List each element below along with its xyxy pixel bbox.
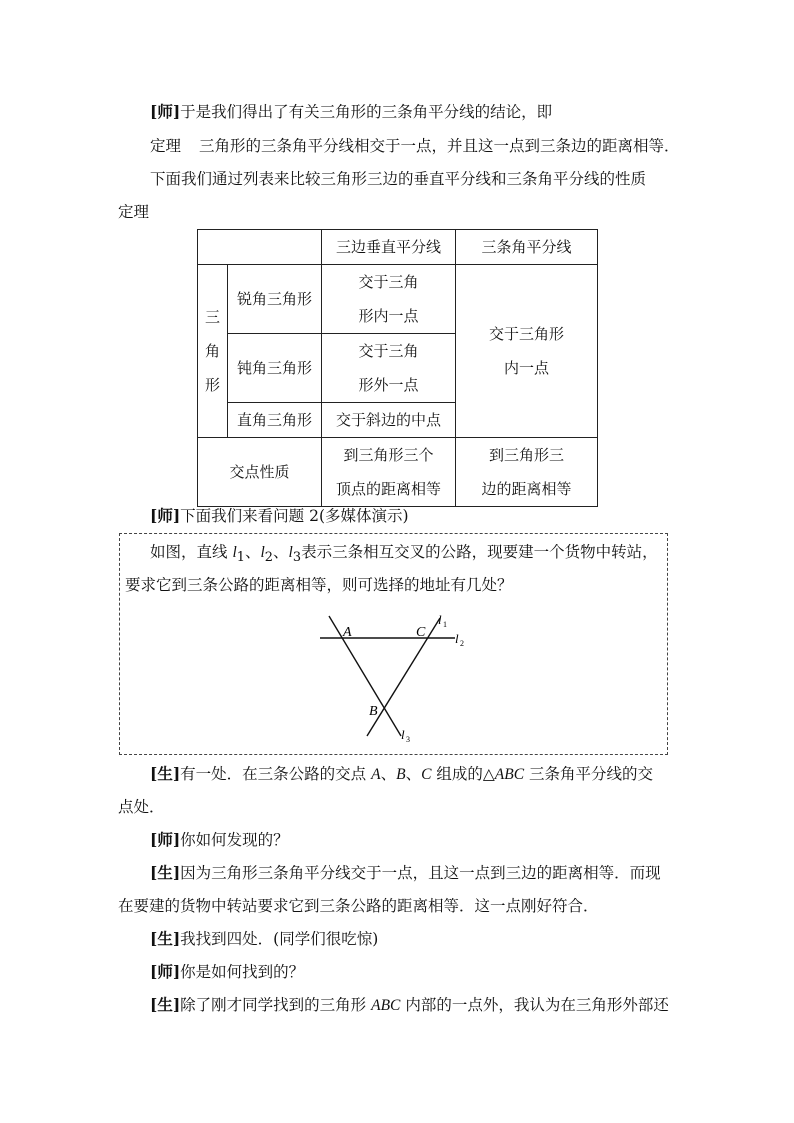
perp-cell-line: 交于三角 xyxy=(358,342,419,360)
property-label: 交点性质 xyxy=(198,438,322,507)
line-l1 xyxy=(367,618,440,736)
table-header-row xyxy=(198,230,598,265)
var-A: A xyxy=(371,766,381,783)
compare-text: 下面我们通过列表来比较三角形三边的垂直平分线和三条角平分线的性质 xyxy=(150,170,647,188)
teacher-tag: [师] xyxy=(150,506,181,525)
dialogue-line xyxy=(150,994,680,1017)
teacher-tag: [师] xyxy=(150,830,181,849)
dialogue-line xyxy=(150,829,680,851)
label-A: A xyxy=(343,625,352,640)
problem-line-2 xyxy=(125,574,670,596)
student-tag: [生] xyxy=(150,764,181,783)
table-row xyxy=(198,438,598,507)
bisector-cell-line: 交于三角形 xyxy=(488,325,564,343)
bisector-cell-line: 内一点 xyxy=(503,359,549,377)
student-tag: [生] xyxy=(150,995,181,1014)
roads-figure xyxy=(315,608,475,744)
dialogue-text: 我找到四处．(同学们很吃惊) xyxy=(180,930,379,948)
var-ABC: ABC xyxy=(371,997,401,1014)
theorem-label: 定理 xyxy=(150,137,182,155)
theorem-text: 三角形的三条角平分线相交于一点，并且这一点到三条边的距离相等． xyxy=(199,137,680,155)
perp-cell xyxy=(322,265,456,334)
perp-cell: 交于斜边的中点 xyxy=(322,403,456,438)
group-char: 三 xyxy=(204,308,220,326)
dialogue-text: 因为三角形三条角平分线交于一点，且这一点到三边的距离相等．而现 xyxy=(180,864,661,882)
var-ABC: ABC xyxy=(494,766,525,783)
sep: 、 xyxy=(273,543,289,561)
var-l: l xyxy=(260,544,265,561)
header-angle-bisector: 三条角平分线 xyxy=(456,230,598,265)
sep: 、 xyxy=(380,765,397,783)
dialogue-text: 你如何发现的？ xyxy=(180,831,289,849)
dialogue-text: 内部的一点外，我认为在三角形外部还 xyxy=(400,996,669,1014)
dialogue-line xyxy=(150,862,680,884)
label-l2-sub: 2 xyxy=(460,639,464,648)
property-line: 到三角形三个 xyxy=(343,446,434,464)
dialogue-line-cont xyxy=(118,895,680,917)
property-line: 到三角形三 xyxy=(488,446,564,464)
property-line: 边的距离相等 xyxy=(481,480,572,498)
student-tag: [生] xyxy=(150,863,181,882)
var-l: l xyxy=(232,544,237,561)
teacher-tag: [师] xyxy=(150,102,181,121)
row-name: 直角三角形 xyxy=(228,403,322,438)
teacher-tag: [师] xyxy=(150,962,181,981)
property-perp-cell xyxy=(322,438,456,507)
label-l2: l xyxy=(455,631,459,646)
perp-cell-line: 形内一点 xyxy=(358,307,419,325)
intro-line-1 xyxy=(150,101,680,123)
dialogue-line xyxy=(150,763,680,786)
problem-text: 如图，直线 xyxy=(150,543,233,561)
var-l: l xyxy=(288,544,293,561)
row-name: 锐角三角形 xyxy=(228,265,322,334)
compare-line-2 xyxy=(118,201,680,223)
sub-index: 2 xyxy=(264,550,274,566)
problem-line-1 xyxy=(150,541,665,569)
label-l1-sub: 1 xyxy=(443,620,447,629)
dialogue-text: 除了刚才同学找到的三角形 xyxy=(180,996,372,1014)
perp-cell-line: 形外一点 xyxy=(358,376,419,394)
student-tag: [生] xyxy=(150,929,181,948)
dialogue-text: 三条角平分线的交 xyxy=(524,765,653,783)
label-l3: l xyxy=(401,727,405,742)
compare-line-1 xyxy=(150,168,680,190)
label-l1: l xyxy=(438,612,442,627)
dialogue-text: 你是如何找到的？ xyxy=(180,963,305,981)
dialogue-line-cont xyxy=(118,796,680,818)
row-name: 钝角三角形 xyxy=(228,334,322,403)
sep: 、 xyxy=(244,543,261,561)
property-bis-cell xyxy=(456,438,598,507)
line-l3 xyxy=(329,616,401,736)
problem-intro-text: 下面我们来看问题 2(多媒体演示) xyxy=(180,507,409,525)
dialogue-text: 组成的△ xyxy=(431,765,495,783)
compare-text-cont: 定理 xyxy=(118,203,150,221)
label-B: B xyxy=(369,704,378,719)
problem-intro-line xyxy=(150,505,680,527)
header-perpendicular-bisector: 三边垂直平分线 xyxy=(322,230,456,265)
dialogue-line xyxy=(150,961,680,983)
table-row xyxy=(198,265,598,334)
theorem-line xyxy=(150,135,680,157)
intro-text: 于是我们得出了有关三角形的三条角平分线的结论，即 xyxy=(180,103,553,121)
group-char: 角 xyxy=(204,342,220,360)
comparison-table xyxy=(197,229,598,507)
sub-index: 1 xyxy=(236,550,245,566)
group-char: 形 xyxy=(204,376,220,394)
dialogue-text: 点处． xyxy=(118,798,165,816)
dialogue-text: 有一处．在三条公路的交点 xyxy=(180,765,372,783)
sep: 、 xyxy=(405,765,422,783)
property-line: 顶点的距离相等 xyxy=(335,480,441,498)
bisector-cell xyxy=(456,265,598,438)
dialogue-line xyxy=(150,928,680,950)
var-B: B xyxy=(396,766,406,783)
sub-index: 3 xyxy=(292,550,302,566)
label-C: C xyxy=(416,625,426,640)
var-C: C xyxy=(421,766,432,783)
problem-text: 表示三条相互交叉的公路，现要建一个货物中转站， xyxy=(301,543,658,561)
label-l3-sub: 3 xyxy=(406,735,410,744)
triangle-group-cell xyxy=(198,265,228,438)
table-corner-cell xyxy=(198,230,322,265)
perp-cell-line: 交于三角 xyxy=(358,273,419,291)
perp-cell xyxy=(322,334,456,403)
problem-text: 要求它到三条公路的距离相等，则可选择的地址有几处？ xyxy=(125,576,513,594)
dialogue-text: 在要建的货物中转站要求它到三条公路的距离相等．这一点刚好符合． xyxy=(118,897,599,915)
